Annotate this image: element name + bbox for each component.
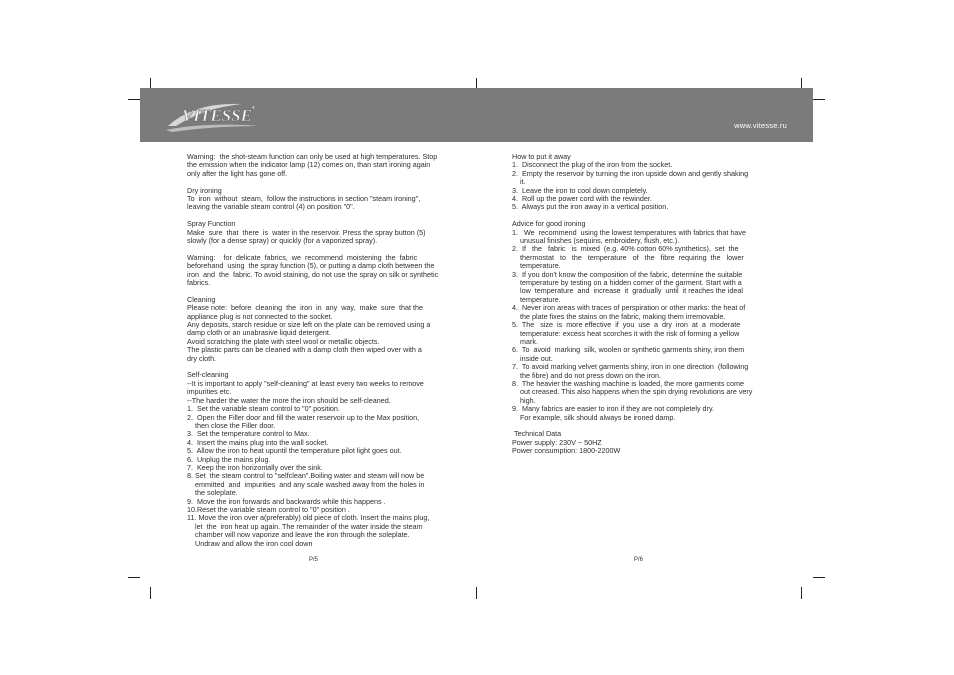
text-line: 5. Always put the iron away in a vertical position. bbox=[512, 202, 669, 212]
text-line: 1. Disconnect the plug of the iron from the socket. bbox=[512, 160, 673, 170]
text-line: dry cloth. bbox=[187, 353, 217, 363]
text-line: appliance plug is not connected to the socket. bbox=[187, 311, 333, 321]
text-line: Warning: for delicate fabrics, we recommend moistening the fabric bbox=[187, 252, 418, 262]
text-line: impurities etc. bbox=[187, 387, 232, 397]
text-line: Spray Function bbox=[187, 219, 236, 229]
crop-mark bbox=[813, 577, 825, 578]
text-line: the plate fixes the stains on the fabric, making them irremovable. bbox=[512, 311, 726, 321]
text-line: 2. Empty the reservoir by turning the iron upside down and gently shaking bbox=[512, 168, 749, 178]
right-page-text bbox=[512, 153, 762, 464]
text-line: the fibre) and do not press down on the iron. bbox=[512, 370, 662, 380]
text-line: Cleaning bbox=[187, 294, 216, 304]
text-line: For example, silk should always be ironed damp. bbox=[512, 412, 676, 422]
text-line: 5. Allow the iron to heat upuntil the temperature pilot light goes out. bbox=[187, 446, 402, 456]
text-block bbox=[512, 153, 762, 212]
text-block bbox=[187, 153, 449, 178]
text-line: Undraw and allow the iron cool down bbox=[187, 538, 313, 548]
text-line: 9. Move the iron forwards and backwards while this happens . bbox=[187, 496, 386, 506]
text-line: Power consumption: 1800-2200W bbox=[512, 446, 621, 456]
text-line: temperature by testing on a hidden corner of the garment. Start with a bbox=[512, 278, 742, 288]
text-line: high. bbox=[512, 395, 536, 405]
text-line: then close the Filler door. bbox=[187, 420, 276, 430]
text-line: To iron without steam, follow the instructions in section "steam ironing", bbox=[187, 194, 421, 204]
text-line: 3. If you don't know the composition of the fabric, determine the suitable bbox=[512, 269, 743, 279]
left-page-text bbox=[187, 153, 449, 556]
crop-mark bbox=[150, 587, 151, 599]
vitesse-logo bbox=[164, 96, 264, 134]
text-line: 6. To avoid marking silk, woolen or synthetic garments shiny, iron them bbox=[512, 345, 745, 355]
text-line: Dry ironing bbox=[187, 185, 222, 195]
text-line: 4. Never iron areas with traces of perspiration or other marks: the heat of bbox=[512, 303, 746, 313]
text-line: leaving the variable steam control (4) on position "0". bbox=[187, 202, 355, 212]
text-line: temperature. bbox=[512, 261, 561, 271]
text-line: 7. To avoid marking velvet garments shiny, iron in one direction (following bbox=[512, 362, 749, 372]
text-line: the soleplate. bbox=[187, 488, 238, 498]
crop-mark bbox=[128, 577, 140, 578]
text-line: 4. Insert the mains plug into the wall socket. bbox=[187, 437, 329, 447]
text-line: thermostat to the temperature of the fibre requiring the lower bbox=[512, 252, 744, 262]
text-block bbox=[187, 220, 449, 245]
text-line: 7. Keep the iron horizontally over the sink. bbox=[187, 462, 323, 472]
text-line: 9. Many fabrics are easier to iron if they are not completely dry. bbox=[512, 404, 715, 414]
text-line: let the iron heat up again. The remainder of the water inside the steam bbox=[187, 521, 423, 531]
text-line: beforehand using the spray function (5), or putting a damp cloth between the bbox=[187, 261, 435, 271]
text-block bbox=[187, 187, 449, 212]
text-line: Avoid scratching the plate with steel wool or metallic objects. bbox=[187, 336, 380, 346]
text-line: 8. The heavier the washing machine is loaded, the more garments come bbox=[512, 378, 744, 388]
text-line: temperature: excess heat scorches it with the risk of forming a yellow bbox=[512, 328, 740, 338]
text-line: iron and the fabric. To avoid staining, do not use the spray on silk or synthetic bbox=[187, 269, 439, 279]
text-line: --It is important to apply "self-cleaning" at least every two weeks to remove bbox=[187, 378, 424, 388]
text-line: Warning: the shot-steam function can only be used at high temperatures. Stop bbox=[187, 152, 438, 161]
header-band bbox=[140, 88, 813, 142]
text-line: How to put it away bbox=[512, 152, 571, 161]
text-block bbox=[512, 220, 762, 422]
text-line: chamber will now vaporize and leave the iron through the soleplate. bbox=[187, 530, 410, 540]
text-line: it. bbox=[512, 177, 526, 187]
crop-mark bbox=[128, 99, 140, 100]
page-number-right: P/6 bbox=[634, 557, 644, 563]
text-line: 5. The size is more effective if you use a dry iron at a moderate bbox=[512, 320, 741, 330]
text-line: 3. Leave the iron to cool down completely. bbox=[512, 185, 648, 195]
text-line: Power supply: 230V ~ 50HZ bbox=[512, 437, 602, 447]
text-line: Please note: before cleaning the iron in any way, make sure that the bbox=[187, 303, 423, 313]
text-line: 11. Move the iron over a(preferably) old piece of cloth. Insert the mains plug, bbox=[187, 513, 430, 523]
text-line: 6. Unplug the mains plug. bbox=[187, 454, 271, 464]
text-block bbox=[187, 371, 449, 548]
text-line: 1. Set the variable steam control to "0" position. bbox=[187, 404, 340, 414]
brand-logo-text: VITESSE bbox=[182, 106, 252, 125]
text-line: unusual finishes (sequins, embroidery, flush, etc.). bbox=[512, 236, 680, 246]
text-line: out creased. This also happens when the spin drying revolutions are very bbox=[512, 387, 753, 397]
text-block bbox=[187, 254, 449, 288]
svg-text:®: ® bbox=[252, 105, 255, 110]
page-number-left: P/5 bbox=[309, 557, 319, 563]
text-line: 2. If the fabric is mixed (e.g. 40% cotton 60% synthetics), set the bbox=[512, 244, 739, 254]
text-line: mark. bbox=[512, 336, 538, 346]
crop-mark bbox=[476, 587, 477, 599]
text-line: Advice for good ironing bbox=[512, 219, 586, 229]
text-block bbox=[187, 296, 449, 363]
text-line: inside out. bbox=[512, 353, 553, 363]
text-line: the emission when the indicator lamp (12) comes on, than start ironing again bbox=[187, 160, 431, 170]
site-url: www.vitesse.ru bbox=[734, 121, 787, 130]
text-line: fabrics. bbox=[187, 278, 211, 288]
text-line: 3. Set the temperature control to Max. bbox=[187, 429, 310, 439]
text-line: --The harder the water the more the iron should be self-cleaned. bbox=[187, 395, 391, 405]
text-block bbox=[512, 430, 762, 455]
text-line: slowly (for a dense spray) or quickly (for a vaporized spray). bbox=[187, 236, 378, 246]
text-line: emmitted and impurities and any scale washed away from the holes in bbox=[187, 479, 425, 489]
text-line: 2. Open the Filler door and fill the water reservoir up to the Max position, bbox=[187, 412, 420, 422]
text-line: low temperature and increase it gradually until it reaches the ideal bbox=[512, 286, 743, 296]
text-line: 4. Roll up the power cord with the rewinder. bbox=[512, 194, 652, 204]
crop-mark bbox=[801, 587, 802, 599]
text-line: only after the light has gone off. bbox=[187, 168, 288, 178]
crop-mark bbox=[813, 99, 825, 100]
text-line: Make sure that there is water in the reservoir. Press the spray button (5) bbox=[187, 227, 426, 237]
text-line: The plastic parts can be cleaned with a damp cloth then wiped over with a bbox=[187, 345, 422, 355]
text-line: Technical Data bbox=[512, 429, 562, 439]
text-line: Any deposits, starch residue or size left on the plate can be removed using a bbox=[187, 320, 431, 330]
text-line: 1. We recommend using the lowest temperatures with fabrics that have bbox=[512, 227, 746, 237]
text-line: damp cloth or an unabrasive liquid detergent. bbox=[187, 328, 331, 338]
text-line: 10.Reset the variable steam control to "0" position . bbox=[187, 504, 350, 514]
text-line: Self-cleaning bbox=[187, 370, 229, 380]
text-line: temperature. bbox=[512, 294, 561, 304]
text-line: 8. Set the steam control to "selfclean".Boiling water and steam will now be bbox=[187, 471, 425, 481]
